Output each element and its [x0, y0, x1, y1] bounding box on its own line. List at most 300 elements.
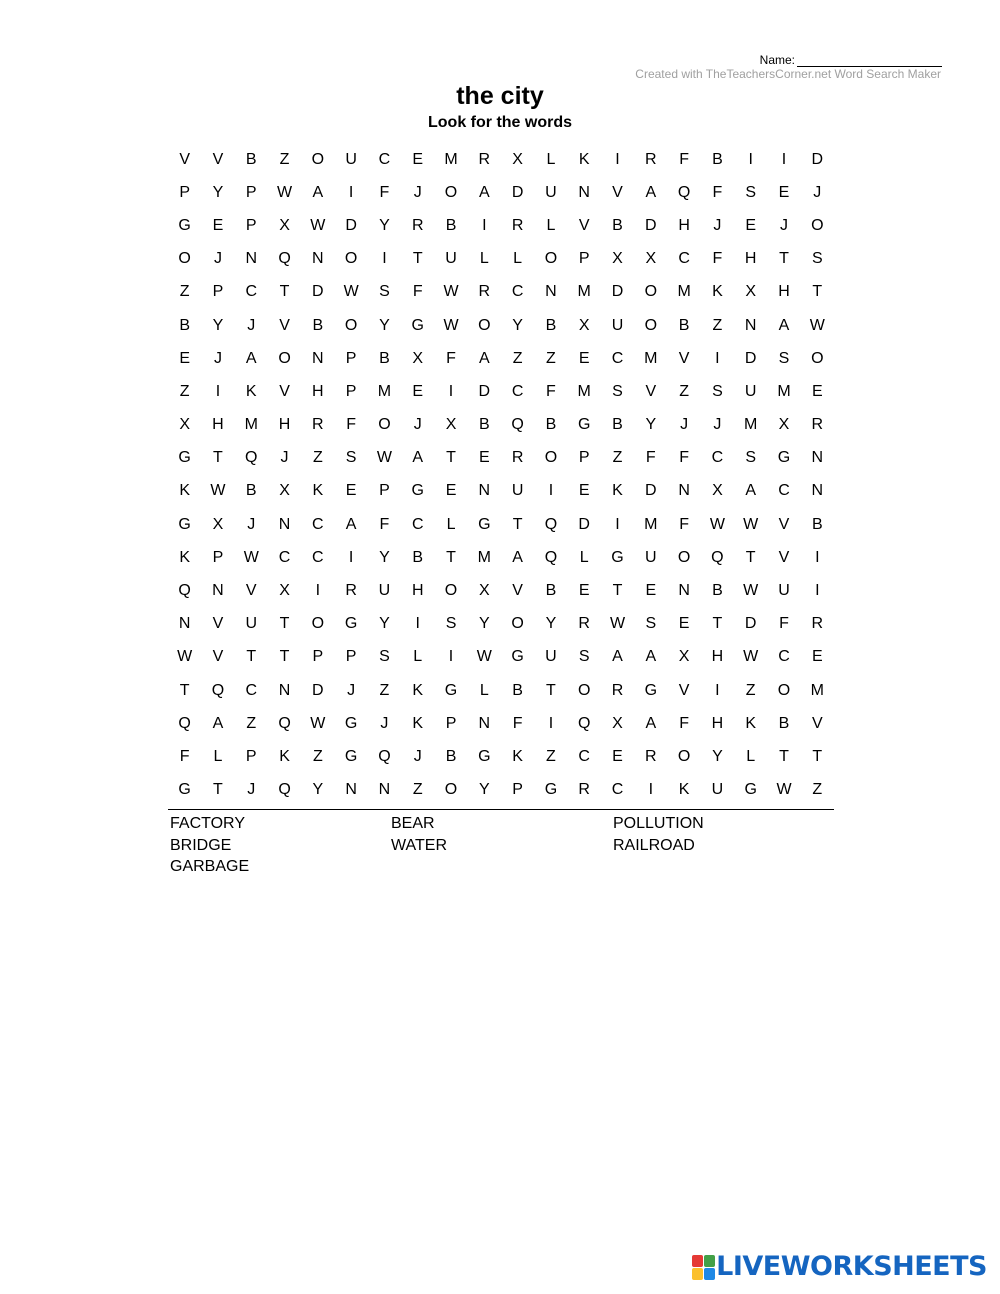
grid-letter[interactable]: T [279, 615, 290, 633]
grid-letter[interactable]: M [644, 515, 658, 533]
grid-letter[interactable]: B [811, 515, 823, 533]
grid-letter[interactable]: C [611, 781, 624, 799]
grid-letter[interactable]: U [545, 183, 557, 201]
grid-letter[interactable]: G [178, 449, 191, 467]
grid-letter[interactable]: D [744, 349, 757, 367]
grid-letter[interactable]: B [245, 150, 257, 168]
grid-letter[interactable]: B [778, 714, 790, 732]
grid-letter[interactable]: T [812, 747, 823, 765]
grid-letter[interactable]: V [245, 582, 257, 600]
grid-letter[interactable]: E [678, 615, 690, 633]
grid-letter[interactable]: J [413, 747, 422, 765]
grid-letter[interactable]: X [612, 250, 623, 268]
grid-letter[interactable]: Z [512, 349, 523, 367]
name-blank-line[interactable] [797, 54, 942, 67]
grid-letter[interactable]: T [446, 548, 456, 566]
grid-letter[interactable]: Y [712, 747, 723, 765]
grid-letter[interactable]: F [546, 382, 556, 400]
grid-letter[interactable]: G [777, 449, 791, 467]
grid-letter[interactable]: J [380, 714, 389, 732]
grid-letter[interactable]: P [212, 283, 224, 301]
grid-letter[interactable]: G [178, 515, 191, 533]
grid-letter[interactable]: V [578, 216, 590, 234]
grid-letter[interactable]: W [376, 449, 392, 467]
grid-letter[interactable]: E [578, 582, 590, 600]
grid-letter[interactable]: N [312, 250, 324, 268]
grid-letter[interactable]: W [210, 482, 226, 500]
grid-letter[interactable]: I [615, 150, 620, 168]
grid-letter[interactable]: C [578, 747, 590, 765]
grid-letter[interactable]: X [445, 416, 457, 434]
grid-letter[interactable]: B [245, 482, 257, 500]
grid-letter[interactable]: O [278, 349, 291, 367]
grid-letter[interactable]: I [448, 382, 454, 400]
word-search-grid[interactable] [168, 143, 834, 807]
grid-letter[interactable]: O [777, 681, 791, 699]
grid-letter[interactable]: P [578, 449, 590, 467]
grid-letter[interactable]: Y [379, 316, 390, 334]
grid-letter[interactable]: O [444, 582, 458, 600]
grid-letter[interactable]: G [644, 681, 658, 699]
grid-letter[interactable]: D [744, 615, 757, 633]
grid-letter[interactable]: M [377, 382, 392, 400]
grid-letter[interactable]: T [179, 681, 190, 699]
grid-letter[interactable]: I [715, 681, 720, 699]
grid-letter[interactable]: U [645, 548, 657, 566]
grid-letter[interactable]: G [411, 316, 424, 334]
grid-letter[interactable]: D [511, 183, 524, 201]
grid-letter[interactable]: E [612, 747, 623, 765]
grid-letter[interactable]: F [712, 183, 723, 201]
grid-letter[interactable]: Y [545, 615, 557, 633]
grid-letter[interactable]: R [811, 416, 824, 434]
grid-letter[interactable]: T [712, 615, 723, 633]
grid-letter[interactable]: Q [178, 582, 191, 600]
grid-letter[interactable]: W [343, 283, 359, 301]
grid-letter[interactable]: U [345, 150, 357, 168]
grid-letter[interactable]: T [812, 283, 823, 301]
grid-letter[interactable]: F [379, 183, 390, 201]
grid-letter[interactable]: S [445, 615, 457, 633]
grid-letter[interactable]: U [245, 615, 258, 633]
grid-letter[interactable]: F [512, 714, 523, 732]
grid-letter[interactable]: V [512, 582, 523, 600]
grid-letter[interactable]: Y [212, 316, 224, 334]
grid-letter[interactable]: D [811, 150, 824, 168]
grid-letter[interactable]: Y [212, 183, 224, 201]
grid-letter[interactable]: I [748, 150, 753, 168]
grid-letter[interactable]: F [712, 250, 723, 268]
grid-letter[interactable]: N [811, 449, 824, 467]
grid-letter[interactable]: J [280, 449, 289, 467]
grid-letter[interactable]: Z [546, 349, 556, 367]
grid-letter[interactable]: Q [544, 548, 558, 566]
grid-letter[interactable]: Y [645, 416, 657, 434]
grid-letter[interactable]: J [247, 515, 256, 533]
grid-letter[interactable]: I [215, 382, 221, 400]
grid-letter[interactable]: Z [312, 747, 323, 765]
grid-letter[interactable]: Z [246, 714, 257, 732]
grid-letter[interactable]: Z [412, 781, 423, 799]
grid-letter[interactable]: B [445, 216, 457, 234]
grid-letter[interactable]: W [310, 714, 326, 732]
grid-letter[interactable]: V [212, 615, 224, 633]
grid-letter[interactable]: O [811, 216, 824, 234]
grid-letter[interactable]: O [544, 449, 558, 467]
grid-letter[interactable]: S [612, 382, 623, 400]
grid-letter[interactable]: Z [546, 747, 556, 765]
grid-letter[interactable]: E [412, 382, 424, 400]
grid-letter[interactable]: F [179, 747, 190, 765]
grid-letter[interactable]: C [678, 250, 690, 268]
grid-letter[interactable]: B [445, 747, 457, 765]
grid-letter[interactable]: C [611, 349, 624, 367]
grid-letter[interactable]: K [279, 747, 290, 765]
grid-letter[interactable]: Q [677, 183, 691, 201]
grid-letter[interactable]: O [677, 548, 691, 566]
grid-letter[interactable]: R [578, 781, 590, 799]
grid-letter[interactable]: N [478, 482, 491, 500]
grid-letter[interactable]: U [378, 582, 391, 600]
grid-letter[interactable]: G [344, 615, 358, 633]
grid-letter[interactable]: D [645, 216, 657, 234]
grid-letter[interactable]: I [348, 183, 354, 201]
grid-letter[interactable]: A [312, 183, 324, 201]
grid-letter[interactable]: J [813, 183, 822, 201]
grid-letter[interactable]: A [778, 316, 790, 334]
grid-letter[interactable]: K [412, 681, 424, 699]
grid-letter[interactable]: W [310, 216, 326, 234]
grid-letter[interactable]: S [379, 648, 390, 666]
grid-letter[interactable]: H [711, 648, 724, 666]
grid-letter[interactable]: O [478, 316, 491, 334]
grid-letter[interactable]: M [244, 416, 258, 434]
grid-letter[interactable]: T [446, 449, 456, 467]
grid-letter[interactable]: E [212, 216, 224, 234]
grid-letter[interactable]: U [711, 781, 724, 799]
grid-letter[interactable]: A [412, 449, 424, 467]
grid-letter[interactable]: O [811, 349, 824, 367]
grid-letter[interactable]: H [678, 216, 690, 234]
grid-letter[interactable]: O [511, 615, 524, 633]
grid-letter[interactable]: I [548, 482, 554, 500]
grid-letter[interactable]: G [178, 781, 191, 799]
grid-letter[interactable]: M [677, 283, 691, 301]
grid-letter[interactable]: T [612, 582, 623, 600]
grid-letter[interactable]: C [245, 681, 258, 699]
grid-letter[interactable]: B [612, 416, 623, 434]
grid-letter[interactable]: A [645, 183, 657, 201]
grid-letter[interactable]: Y [379, 216, 390, 234]
grid-letter[interactable]: B [545, 582, 557, 600]
grid-letter[interactable]: V [179, 150, 190, 168]
grid-letter[interactable]: J [413, 416, 422, 434]
grid-letter[interactable]: A [612, 648, 623, 666]
grid-letter[interactable]: T [512, 515, 523, 533]
grid-letter[interactable]: P [578, 250, 590, 268]
grid-letter[interactable]: U [744, 382, 757, 400]
grid-letter[interactable]: Y [312, 781, 324, 799]
grid-letter[interactable]: V [778, 515, 790, 533]
grid-letter[interactable]: X [645, 250, 657, 268]
grid-letter[interactable]: D [345, 216, 357, 234]
grid-letter[interactable]: R [611, 681, 624, 699]
grid-letter[interactable]: L [579, 548, 589, 566]
grid-letter[interactable]: W [276, 183, 293, 201]
grid-letter[interactable]: W [243, 548, 259, 566]
grid-letter[interactable]: V [778, 548, 790, 566]
grid-letter[interactable]: C [711, 449, 724, 467]
grid-letter[interactable]: J [680, 416, 689, 434]
grid-letter[interactable]: I [715, 349, 720, 367]
grid-letter[interactable]: Z [679, 382, 689, 400]
grid-letter[interactable]: O [311, 150, 325, 168]
grid-letter[interactable]: P [179, 183, 190, 201]
grid-letter[interactable]: A [345, 515, 357, 533]
grid-letter[interactable]: E [811, 382, 823, 400]
grid-letter[interactable]: E [179, 349, 190, 367]
grid-letter[interactable]: K [612, 482, 623, 500]
grid-letter[interactable]: R [511, 216, 524, 234]
grid-letter[interactable]: V [678, 681, 690, 699]
grid-letter[interactable]: B [712, 150, 723, 168]
grid-letter[interactable]: S [745, 183, 757, 201]
grid-letter[interactable]: Q [544, 515, 558, 533]
grid-letter[interactable]: O [378, 416, 391, 434]
grid-letter[interactable]: O [444, 781, 458, 799]
grid-letter[interactable]: A [512, 548, 523, 566]
grid-letter[interactable]: Q [577, 714, 591, 732]
grid-letter[interactable]: N [744, 316, 757, 334]
grid-letter[interactable]: D [312, 283, 324, 301]
grid-letter[interactable]: V [811, 714, 823, 732]
grid-letter[interactable]: I [348, 548, 354, 566]
grid-letter[interactable]: A [745, 482, 757, 500]
grid-letter[interactable]: V [212, 150, 224, 168]
grid-letter[interactable]: T [779, 250, 789, 268]
grid-letter[interactable]: S [811, 250, 823, 268]
grid-letter[interactable]: V [279, 382, 290, 400]
grid-letter[interactable]: C [312, 548, 324, 566]
grid-letter[interactable]: X [578, 316, 590, 334]
grid-letter[interactable]: K [412, 714, 424, 732]
grid-letter[interactable]: R [578, 615, 590, 633]
grid-letter[interactable]: M [577, 382, 591, 400]
grid-letter[interactable]: F [446, 349, 456, 367]
grid-letter[interactable]: F [679, 515, 689, 533]
grid-letter[interactable]: T [213, 781, 223, 799]
grid-letter[interactable]: M [644, 349, 658, 367]
grid-letter[interactable]: M [477, 548, 491, 566]
grid-letter[interactable]: Y [512, 316, 523, 334]
grid-letter[interactable]: D [578, 515, 590, 533]
grid-letter[interactable]: S [578, 648, 590, 666]
grid-letter[interactable]: R [478, 283, 491, 301]
grid-letter[interactable]: Y [379, 548, 390, 566]
grid-letter[interactable]: M [777, 382, 791, 400]
grid-letter[interactable]: W [776, 781, 792, 799]
grid-letter[interactable]: E [745, 216, 757, 234]
grid-letter[interactable]: U [511, 482, 524, 500]
grid-letter[interactable]: X [179, 416, 190, 434]
grid-letter[interactable]: N [178, 615, 191, 633]
grid-letter[interactable]: C [312, 515, 324, 533]
grid-letter[interactable]: K [312, 482, 324, 500]
grid-letter[interactable]: X [778, 416, 790, 434]
grid-letter[interactable]: E [778, 183, 790, 201]
grid-letter[interactable]: P [245, 216, 257, 234]
grid-letter[interactable]: V [645, 382, 657, 400]
grid-letter[interactable]: M [577, 283, 591, 301]
grid-letter[interactable]: Q [711, 548, 724, 566]
grid-letter[interactable]: X [279, 582, 290, 600]
grid-letter[interactable]: X [279, 216, 290, 234]
grid-letter[interactable]: T [412, 250, 423, 268]
grid-letter[interactable]: B [612, 216, 623, 234]
grid-letter[interactable]: E [445, 482, 457, 500]
grid-letter[interactable]: O [344, 250, 358, 268]
grid-letter[interactable]: I [648, 781, 654, 799]
grid-letter[interactable]: B [478, 416, 490, 434]
grid-letter[interactable]: N [478, 714, 491, 732]
grid-letter[interactable]: K [512, 747, 523, 765]
grid-letter[interactable]: B [179, 316, 190, 334]
grid-letter[interactable]: L [446, 515, 456, 533]
grid-letter[interactable]: S [745, 449, 757, 467]
grid-letter[interactable]: U [545, 648, 557, 666]
grid-letter[interactable]: W [443, 283, 459, 301]
grid-letter[interactable]: Q [178, 714, 191, 732]
grid-letter[interactable]: L [746, 747, 756, 765]
grid-letter[interactable]: Y [478, 781, 490, 799]
grid-letter[interactable]: G [511, 648, 524, 666]
grid-letter[interactable]: B [678, 316, 690, 334]
grid-letter[interactable]: C [778, 482, 790, 500]
grid-letter[interactable]: S [379, 283, 390, 301]
grid-letter[interactable]: O [444, 183, 458, 201]
grid-letter[interactable]: X [478, 582, 490, 600]
grid-letter[interactable]: P [345, 648, 357, 666]
grid-letter[interactable]: W [443, 316, 459, 334]
grid-letter[interactable]: I [815, 548, 820, 566]
grid-letter[interactable]: K [578, 150, 590, 168]
grid-letter[interactable]: N [312, 349, 324, 367]
grid-letter[interactable]: A [645, 714, 657, 732]
grid-letter[interactable]: X [279, 482, 290, 500]
grid-letter[interactable]: I [482, 216, 487, 234]
grid-letter[interactable]: G [744, 781, 757, 799]
grid-letter[interactable]: B [312, 316, 324, 334]
grid-letter[interactable]: B [712, 582, 723, 600]
grid-letter[interactable]: W [743, 582, 759, 600]
grid-letter[interactable]: I [315, 582, 321, 600]
grid-letter[interactable]: B [545, 316, 557, 334]
grid-letter[interactable]: N [212, 582, 224, 600]
grid-letter[interactable]: F [346, 416, 357, 434]
grid-letter[interactable]: A [645, 648, 657, 666]
grid-letter[interactable]: Q [511, 416, 524, 434]
grid-letter[interactable]: R [411, 216, 424, 234]
grid-letter[interactable]: P [212, 548, 224, 566]
grid-letter[interactable]: P [245, 183, 257, 201]
grid-letter[interactable]: K [245, 382, 257, 400]
grid-letter[interactable]: E [811, 648, 823, 666]
grid-letter[interactable]: G [478, 747, 491, 765]
grid-letter[interactable]: T [546, 681, 556, 699]
grid-letter[interactable]: U [611, 316, 624, 334]
grid-letter[interactable]: C [378, 150, 391, 168]
grid-letter[interactable]: G [344, 714, 358, 732]
grid-letter[interactable]: J [347, 681, 356, 699]
grid-letter[interactable]: E [412, 150, 424, 168]
grid-letter[interactable]: R [511, 449, 524, 467]
grid-letter[interactable]: L [479, 250, 489, 268]
grid-letter[interactable]: C [411, 515, 424, 533]
grid-letter[interactable]: C [511, 283, 524, 301]
grid-letter[interactable]: G [544, 781, 558, 799]
grid-letter[interactable]: K [179, 548, 190, 566]
grid-letter[interactable]: H [411, 582, 424, 600]
grid-letter[interactable]: T [279, 283, 290, 301]
grid-letter[interactable]: F [679, 449, 689, 467]
grid-letter[interactable]: P [345, 349, 357, 367]
grid-letter[interactable]: B [512, 681, 523, 699]
grid-letter[interactable]: N [578, 183, 590, 201]
grid-letter[interactable]: N [278, 515, 291, 533]
grid-letter[interactable]: K [745, 714, 757, 732]
grid-letter[interactable]: Z [179, 382, 190, 400]
grid-letter[interactable]: A [478, 349, 490, 367]
grid-letter[interactable]: Q [278, 781, 291, 799]
grid-letter[interactable]: W [743, 648, 759, 666]
grid-letter[interactable]: W [809, 316, 825, 334]
grid-letter[interactable]: S [778, 349, 790, 367]
grid-letter[interactable]: F [379, 515, 390, 533]
grid-letter[interactable]: Q [378, 747, 391, 765]
grid-letter[interactable]: M [744, 416, 758, 434]
grid-letter[interactable]: B [412, 548, 424, 566]
grid-letter[interactable]: O [577, 681, 591, 699]
grid-letter[interactable]: J [713, 416, 722, 434]
grid-letter[interactable]: Y [379, 615, 390, 633]
grid-letter[interactable]: E [578, 482, 590, 500]
grid-letter[interactable]: B [545, 416, 557, 434]
grid-letter[interactable]: J [413, 183, 422, 201]
grid-letter[interactable]: V [678, 349, 690, 367]
grid-letter[interactable]: I [548, 714, 554, 732]
grid-letter[interactable]: X [745, 283, 757, 301]
grid-letter[interactable]: O [544, 250, 558, 268]
grid-letter[interactable]: C [511, 382, 524, 400]
grid-letter[interactable]: I [382, 250, 387, 268]
grid-letter[interactable]: S [345, 449, 357, 467]
grid-letter[interactable]: G [611, 548, 624, 566]
grid-letter[interactable]: E [478, 449, 490, 467]
grid-letter[interactable]: I [781, 150, 787, 168]
grid-letter[interactable]: J [247, 316, 256, 334]
grid-letter[interactable]: X [212, 515, 224, 533]
grid-letter[interactable]: Q [278, 250, 291, 268]
grid-letter[interactable]: U [778, 582, 790, 600]
grid-letter[interactable]: J [247, 781, 256, 799]
grid-letter[interactable]: P [445, 714, 457, 732]
grid-letter[interactable]: J [713, 216, 722, 234]
grid-letter[interactable]: H [711, 714, 724, 732]
grid-letter[interactable]: M [810, 681, 824, 699]
grid-letter[interactable]: F [679, 714, 689, 732]
grid-letter[interactable]: Z [279, 150, 290, 168]
grid-letter[interactable]: O [344, 316, 358, 334]
